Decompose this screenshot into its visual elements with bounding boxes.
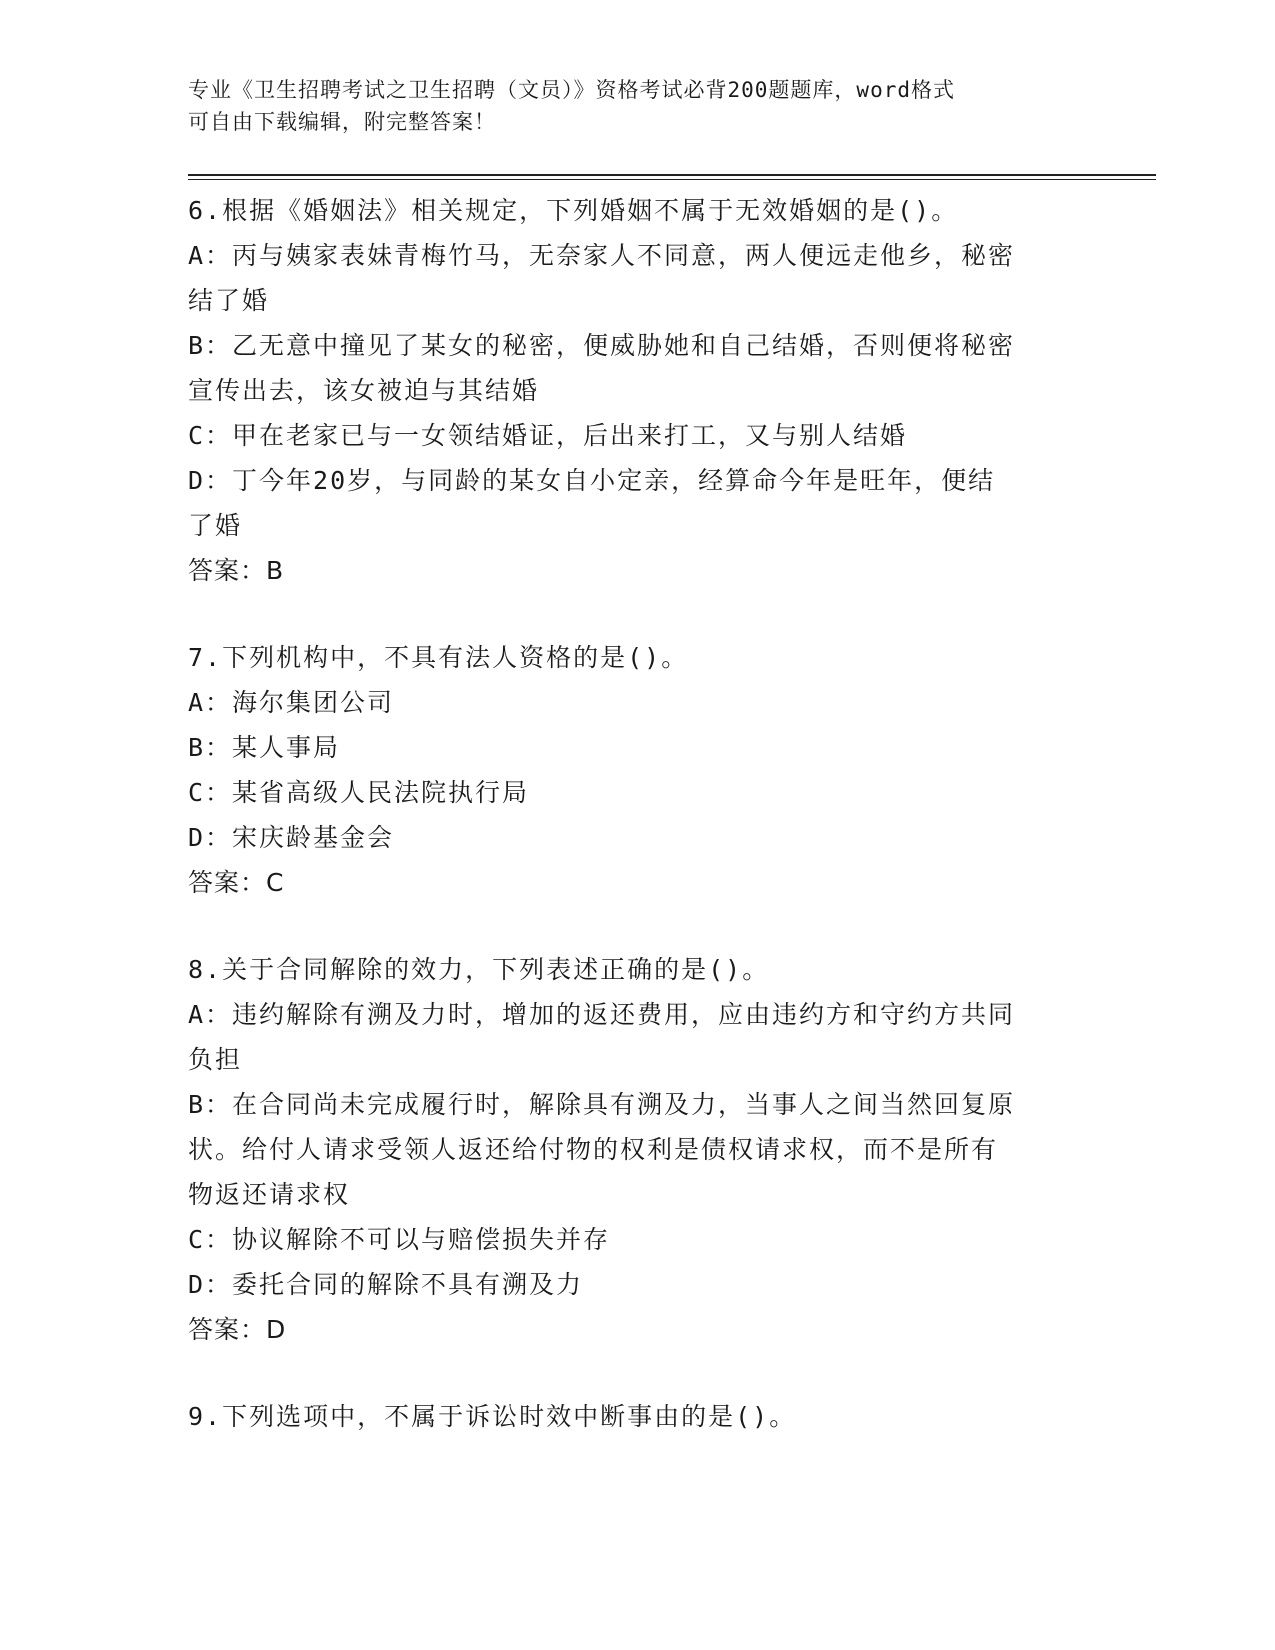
- option-line: 负担: [188, 1045, 243, 1074]
- option-line: 状。给付人请求受领人返还给付物的权利是债权请求权，而不是所有: [188, 1135, 999, 1164]
- question-block: [188, 635, 1088, 905]
- option-line: D：宋庆龄基金会: [188, 823, 395, 852]
- option-line: D：丁今年20岁，与同龄的某女自小定亲，经算命今年是旺年，便结: [188, 466, 996, 495]
- question-stem: 7.下列机构中，不具有法人资格的是()。: [188, 643, 689, 672]
- question-block: [188, 947, 1088, 1352]
- document-page: [188, 0, 1088, 1439]
- question-list: [188, 188, 1088, 1439]
- answer-label: 答案：B: [188, 556, 285, 585]
- option-line: A：丙与姨家表妹青梅竹马，无奈家人不同意，两人便远走他乡，秘密: [188, 241, 1016, 270]
- option-line: B：乙无意中撞见了某女的秘密，便威胁她和自己结婚，否则便将秘密: [188, 331, 1016, 360]
- option-line: 物返还请求权: [188, 1180, 351, 1209]
- option-line: A：违约解除有溯及力时，增加的返还费用，应由违约方和守约方共同: [188, 1000, 1016, 1029]
- option-line: 结了婚: [188, 286, 270, 315]
- option-line: 宣传出去，该女被迫与其结婚: [188, 376, 540, 405]
- option-line: D：委托合同的解除不具有溯及力: [188, 1270, 584, 1299]
- header-line-1: 专业《卫生招聘考试之卫生招聘（文员）》资格考试必背200题题库，word格式: [188, 78, 955, 102]
- option-line: 了婚: [188, 511, 243, 540]
- answer-label: 答案：C: [188, 868, 285, 897]
- question-block: [188, 1394, 1088, 1439]
- question-stem: 9.下列选项中，不属于诉讼时效中断事由的是()。: [188, 1402, 797, 1431]
- option-line: A：海尔集团公司: [188, 688, 395, 717]
- header-divider: [188, 174, 1156, 180]
- question-block: [188, 188, 1088, 593]
- option-line: B：某人事局: [188, 733, 341, 762]
- document-header: [188, 74, 1088, 138]
- header-line-2: 可自由下载编辑，附完整答案！: [188, 110, 496, 134]
- option-line: C：甲在老家已与一女领结婚证，后出来打工，又与别人结婚: [188, 421, 908, 450]
- answer-label: 答案：D: [188, 1315, 287, 1344]
- option-line: C：协议解除不可以与赔偿损失并存: [188, 1225, 611, 1254]
- question-stem: 8.关于合同解除的效力，下列表述正确的是()。: [188, 955, 770, 984]
- question-stem: 6.根据《婚姻法》相关规定，下列婚姻不属于无效婚姻的是()。: [188, 196, 959, 225]
- option-line: B：在合同尚未完成履行时，解除具有溯及力，当事人之间当然回复原: [188, 1090, 1016, 1119]
- option-line: C：某省高级人民法院执行局: [188, 778, 530, 807]
